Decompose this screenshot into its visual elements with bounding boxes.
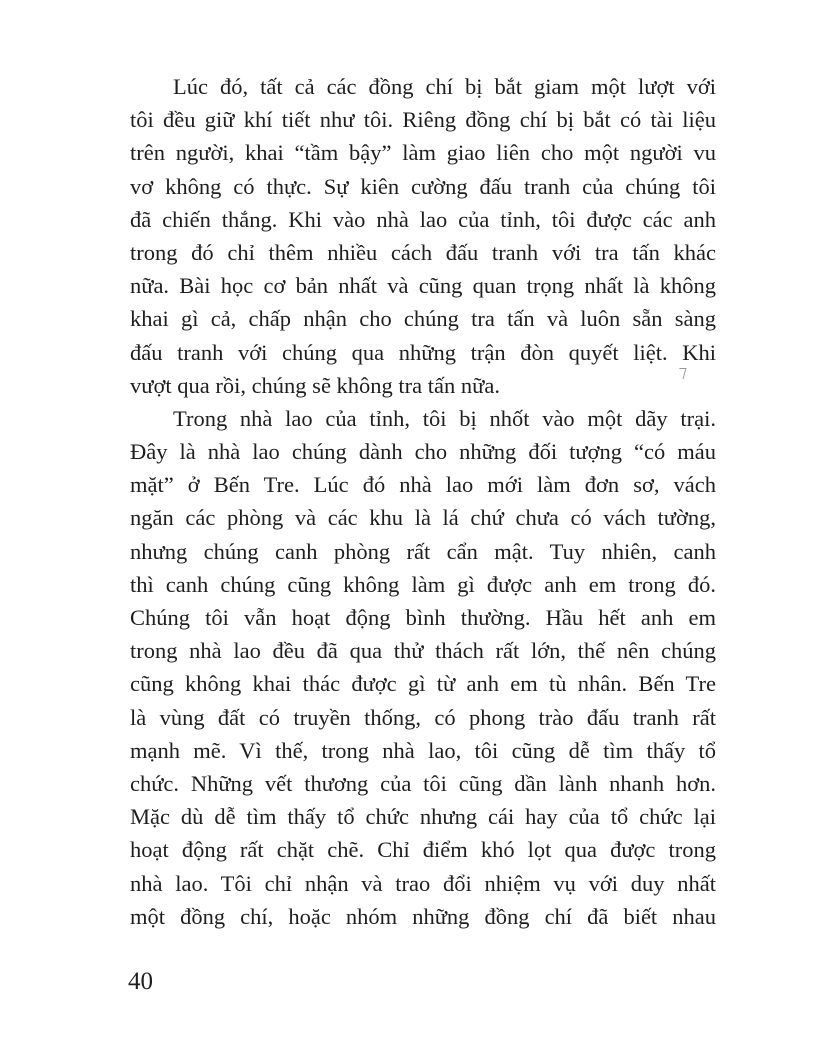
paragraph-1 <box>130 70 716 402</box>
text-line: trong nhà lao đều đã qua thử thách rất lớn, thế nên chúng <box>130 638 716 664</box>
page-body <box>130 70 716 933</box>
text-line: mạnh mẽ. Vì thế, trong nhà lao, tôi cũng dễ tìm thấy tổ <box>130 737 716 763</box>
text-line: mặt” ở Bến Tre. Lúc đó nhà lao mới làm đơn sơ, vách <box>130 472 716 498</box>
text-line: ngăn các phòng và các khu là lá chứ chưa có vách tường, <box>130 505 716 531</box>
text-line: là vùng đất có truyền thống, có phong trào đấu tranh rất <box>130 704 716 730</box>
text-line: Lúc đó, tất cả các đồng chí bị bắt giam một lượt với <box>173 74 716 99</box>
text-line: trên người, khai “tầm bậy” làm giao liên cho một người vu <box>130 140 716 166</box>
text-line: trong đó chỉ thêm nhiều cách đấu tranh với tra tấn khác <box>130 239 716 265</box>
text-line: cũng không khai thác được gì từ anh em tù nhân. Bến Tre <box>130 671 716 697</box>
text-line: Mặc dù dễ tìm thấy tổ chức nhưng cái hay của tổ chức lại <box>130 804 716 830</box>
text-line: khai gì cả, chấp nhận cho chúng tra tấn và luôn sẵn sàng <box>130 306 716 332</box>
text-line: vượt qua rồi, chúng sẽ không tra tấn nữa. <box>130 372 500 398</box>
text-line: nhưng chúng canh phòng rất cẩn mật. Tuy nhiên, canh <box>130 538 716 564</box>
text-line: vơ không có thực. Sự kiên cường đấu tranh của chúng tôi <box>130 173 716 199</box>
text-line: thì canh chúng cũng không làm gì được anh em trong đó. <box>130 571 716 597</box>
text-line: chức. Những vết thương của tôi cũng dần lành nhanh hơn. <box>130 770 716 796</box>
text-line: Đây là nhà lao chúng dành cho những đối tượng “có máu <box>130 439 716 465</box>
text-line: tôi đều giữ khí tiết như tôi. Riêng đồng chí bị bắt có tài liệu <box>130 107 716 133</box>
text-line: Chúng tôi vẫn hoạt động bình thường. Hầu hết anh em <box>130 605 716 630</box>
text-line: một đồng chí, hoặc nhóm những đồng chí đã biết nhau <box>130 903 716 929</box>
text-line: đấu tranh với chúng qua những trận đòn quyết liệt. Khi <box>130 339 716 365</box>
text-line: hoạt động rất chặt chẽ. Chỉ điểm khó lọt qua được trong <box>130 837 716 863</box>
paragraph-2 <box>130 402 716 933</box>
text-line: đã chiến thắng. Khi vào nhà lao của tỉnh, tôi được các anh <box>130 206 716 232</box>
text-line: Trong nhà lao của tỉnh, tôi bị nhốt vào một dãy trại. <box>173 405 716 431</box>
text-line: nhà lao. Tôi chỉ nhận và trao đổi nhiệm vụ với duy nhất <box>130 870 716 896</box>
page-number: 40 <box>128 968 153 995</box>
text-line: nữa. Bài học cơ bản nhất và cũng quan trọng nhất là không <box>130 273 716 299</box>
